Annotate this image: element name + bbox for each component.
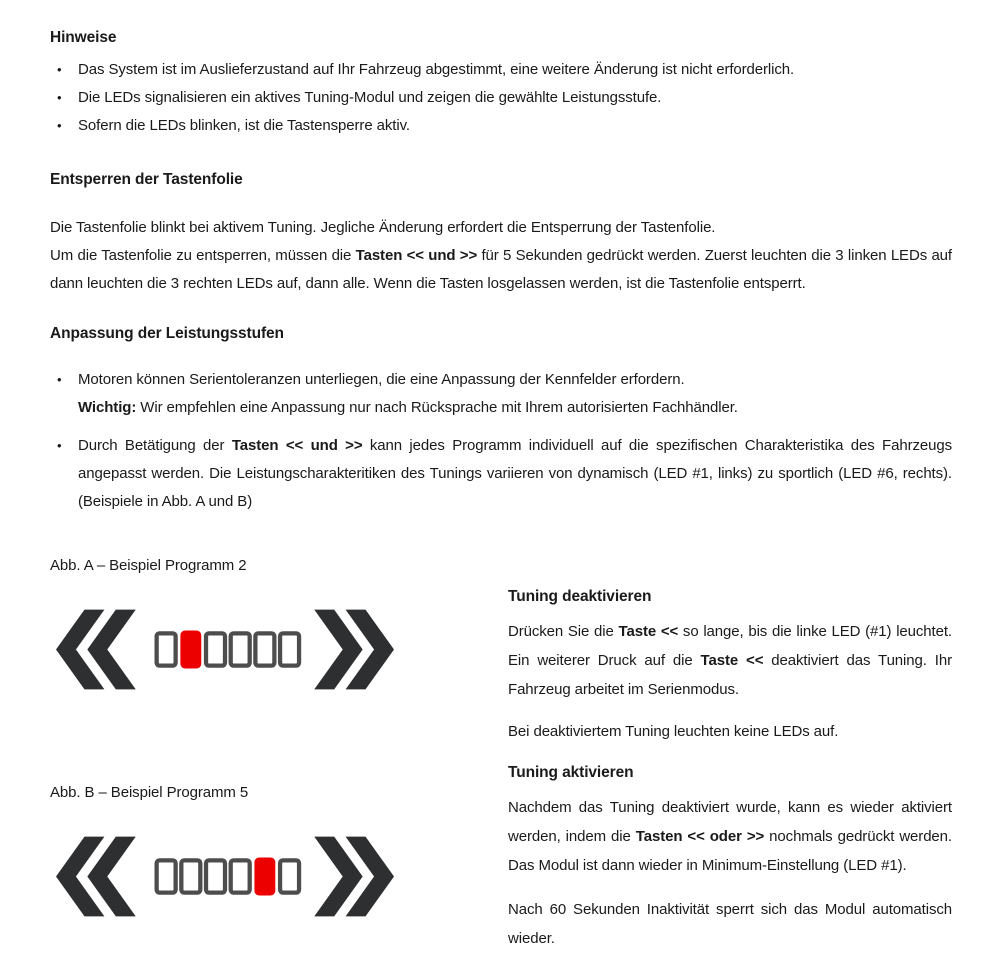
figure-a-caption: Abb. A – Beispiel Programm 2 xyxy=(50,557,247,574)
chevron-double-left-icon xyxy=(56,837,136,917)
instructions-column xyxy=(508,554,952,953)
heading-entsperren: Entsperren der Tastenfolie xyxy=(50,171,243,188)
section-entsperren xyxy=(50,170,952,298)
list-item xyxy=(50,366,952,422)
led-off xyxy=(280,860,299,892)
led-off xyxy=(206,860,225,892)
led-active xyxy=(180,631,201,669)
heading-tuning-deaktivieren: Tuning deaktivieren xyxy=(508,588,652,605)
bullet-icon: • xyxy=(57,118,62,133)
led-off xyxy=(157,860,176,892)
chevron-double-left-icon xyxy=(56,610,136,690)
figure-b-graphic xyxy=(56,829,394,924)
led-off xyxy=(255,633,274,665)
chevron-double-right-icon xyxy=(314,610,394,690)
hinweise-bullet-list xyxy=(50,56,952,140)
bullet-text: Das System ist im Auslieferzustand auf Ihr Fahrzeug abgestimmt, eine weitere Änderung ist nicht erforderlich. xyxy=(78,61,795,78)
entsperren-body: Um die Tastenfolie zu entsperren, müssen die Tasten << und >> für 5 Sekunden gedrückt werden. Zuerst leuchten die 3 linken LEDs auf dann leuchten die 3 rechten LEDs auf, dann alle. Wenn die Tasten losgelassen werden, ist die Tastenfolie entsperrt. xyxy=(50,247,952,292)
led-active xyxy=(254,858,275,896)
section-hinweise xyxy=(50,28,952,140)
bullet-icon: • xyxy=(57,62,62,77)
bullet-icon: • xyxy=(57,372,62,387)
deaktivieren-para1: Drücken Sie die Taste << so lange, bis die linke LED (#1) leuchtet. Ein weiterer Druck auf die Taste << deaktiviert das Tuning. Ihr Fahrzeug arbeitet im Serienmodus. xyxy=(508,623,952,698)
led-off xyxy=(280,633,299,665)
aktivieren-para2: Nach 60 Sekunden Inaktivität sperrt sich das Modul automatisch wieder. xyxy=(508,901,952,947)
led-off xyxy=(206,633,225,665)
chevron-double-right-icon xyxy=(314,837,394,917)
anpassung-bullet1-line2: Wichtig: Wir empfehlen eine Anpassung nur nach Rücksprache mit Ihrem autorisierten Fachhändler. xyxy=(78,399,738,416)
led-strip xyxy=(157,631,299,669)
entsperren-intro: Die Tastenfolie blinkt bei aktivem Tuning. Jegliche Änderung erfordert die Entsperrung der Tastenfolie. xyxy=(50,219,716,236)
list-item xyxy=(50,84,952,112)
figure-and-instructions xyxy=(50,554,952,953)
anpassung-bullet-list xyxy=(50,366,952,516)
figure-a-graphic xyxy=(56,602,394,697)
bullet-icon: • xyxy=(57,438,62,453)
bullet-icon: • xyxy=(57,90,62,105)
figures-column xyxy=(50,554,486,953)
list-item xyxy=(50,112,952,140)
heading-tuning-aktivieren: Tuning aktivieren xyxy=(508,764,634,781)
deaktivieren-para2: Bei deaktiviertem Tuning leuchten keine LEDs auf. xyxy=(508,723,839,740)
anpassung-bullet1-line1: Motoren können Serientoleranzen unterliegen, die eine Anpassung der Kennfelder erfordern. xyxy=(78,371,685,388)
figure-b-caption: Abb. B – Beispiel Programm 5 xyxy=(50,784,249,801)
led-off xyxy=(181,860,200,892)
list-item xyxy=(50,432,952,516)
bullet-text: Sofern die LEDs blinken, ist die Tastensperre aktiv. xyxy=(78,117,410,134)
led-off xyxy=(231,633,250,665)
anpassung-bullet2: Durch Betätigung der Tasten << und >> kann jedes Programm individuell auf die spezifischen Charakteristika des Fahrzeugs angepasst werden. Die Leistungscharakteritiken des Tunings variieren von dynamisch (LED #1, links) zu sportlich (LED #6, rechts).(Beispiele in Abb. A und B) xyxy=(78,437,952,510)
led-off xyxy=(231,860,250,892)
section-anpassung xyxy=(50,324,952,516)
list-item xyxy=(50,56,952,84)
bullet-text xyxy=(78,366,952,422)
led-strip xyxy=(157,858,299,896)
aktivieren-para1: Nachdem das Tuning deaktiviert wurde, kann es wieder aktiviert werden, indem die Tasten << oder >> nochmals gedrückt werden. Das Modul ist dann wieder in Minimum-Einstellung (LED #1). xyxy=(508,799,952,874)
heading-hinweise: Hinweise xyxy=(50,29,117,46)
heading-anpassung: Anpassung der Leistungsstufen xyxy=(50,325,284,342)
led-off xyxy=(157,633,176,665)
bullet-text: Die LEDs signalisieren ein aktives Tuning-Modul und zeigen die gewählte Leistungsstufe. xyxy=(78,89,662,106)
